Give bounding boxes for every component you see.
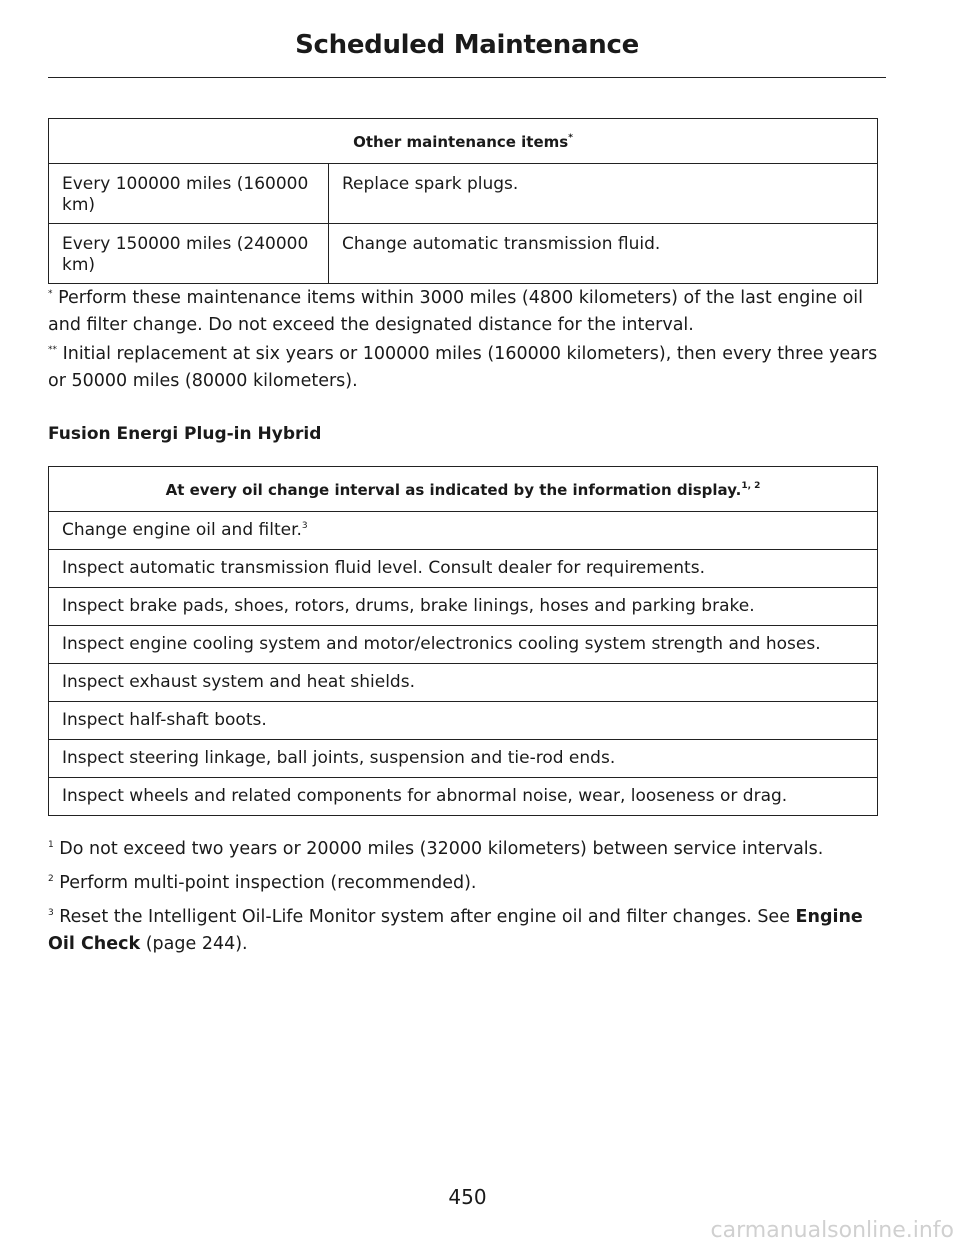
section-heading: Fusion Energi Plug-in Hybrid [48, 424, 322, 444]
oil-change-interval-table [48, 466, 878, 816]
footnote-marker: 1 [48, 840, 54, 850]
table-cell: Inspect engine cooling system and motor/electronics cooling system strength and hoses. [49, 626, 878, 664]
table-row [49, 588, 878, 626]
table-row [49, 664, 878, 702]
table-row [49, 702, 878, 740]
footnote-text: Perform these maintenance items within 3000 miles (4800 kilometers) of the last engine oil and filter change. Do not exceed the designated distance for the interval. [48, 288, 864, 335]
interval-cell: Every 150000 miles (240000 km) [49, 224, 329, 284]
interval-cell: Every 100000 miles (160000 km) [49, 164, 329, 224]
footnote [48, 341, 888, 395]
table-row [49, 778, 878, 816]
page-title: Scheduled Maintenance [295, 30, 639, 60]
watermark: carmanualsonline.info [710, 1218, 954, 1243]
footnote-marker: * [48, 289, 53, 299]
page-reference: (page 244). [140, 934, 248, 954]
footnote-text: Perform multi-point inspection (recommended). [53, 873, 477, 893]
table-cell: Inspect half-shaft boots. [49, 702, 878, 740]
table-row [49, 164, 878, 224]
table-row [49, 224, 878, 284]
table-cell: Inspect steering linkage, ball joints, suspension and tie-rod ends. [49, 740, 878, 778]
footnote-marker: 3 [301, 521, 308, 531]
cell-text: Change engine oil and filter. [62, 520, 302, 540]
footnote-marker: * [568, 133, 573, 143]
table-row [49, 512, 878, 550]
table-heading-text: Other maintenance items [353, 133, 569, 151]
table-row [49, 626, 878, 664]
footnote [48, 904, 888, 958]
table-cell: Inspect automatic transmission fluid level. Consult dealer for requirements. [49, 550, 878, 588]
table-heading [49, 119, 878, 164]
page-header [48, 0, 886, 78]
table-header-row [49, 467, 878, 512]
footnote-text: Reset the Intelligent Oil-Life Monitor system after engine oil and filter changes. See [53, 907, 796, 927]
page-number: 450 [448, 1185, 487, 1209]
table-cell: Inspect exhaust system and heat shields. [49, 664, 878, 702]
footnote-marker: ** [48, 345, 57, 355]
footnote-text: Do not exceed two years or 20000 miles (32000 kilometers) between service intervals. [53, 839, 824, 859]
table-row [49, 550, 878, 588]
footnote-marker: 3 [48, 908, 54, 918]
footnote [48, 836, 888, 863]
table-heading [49, 467, 878, 512]
action-cell: Change automatic transmission fluid. [329, 224, 878, 284]
action-cell: Replace spark plugs. [329, 164, 878, 224]
table-header-row [49, 119, 878, 164]
footnote [48, 285, 888, 339]
footnote [48, 870, 888, 897]
footnote-marker: 2 [48, 874, 54, 884]
table-cell: Inspect wheels and related components for abnormal noise, wear, looseness or drag. [49, 778, 878, 816]
footnote-marker: 1, 2 [741, 481, 761, 491]
table-cell: Inspect brake pads, shoes, rotors, drums, brake linings, hoses and parking brake. [49, 588, 878, 626]
table-cell [49, 512, 878, 550]
other-maintenance-table [48, 118, 878, 284]
table-heading-text: At every oil change interval as indicated by the information display. [165, 481, 742, 499]
engine-oil-check-link[interactable]: Engine Oil Check [48, 907, 863, 954]
table-row [49, 740, 878, 778]
footnote-text: Initial replacement at six years or 100000 miles (160000 kilometers), then every three years or 50000 miles (80000 kilometers). [48, 344, 878, 391]
